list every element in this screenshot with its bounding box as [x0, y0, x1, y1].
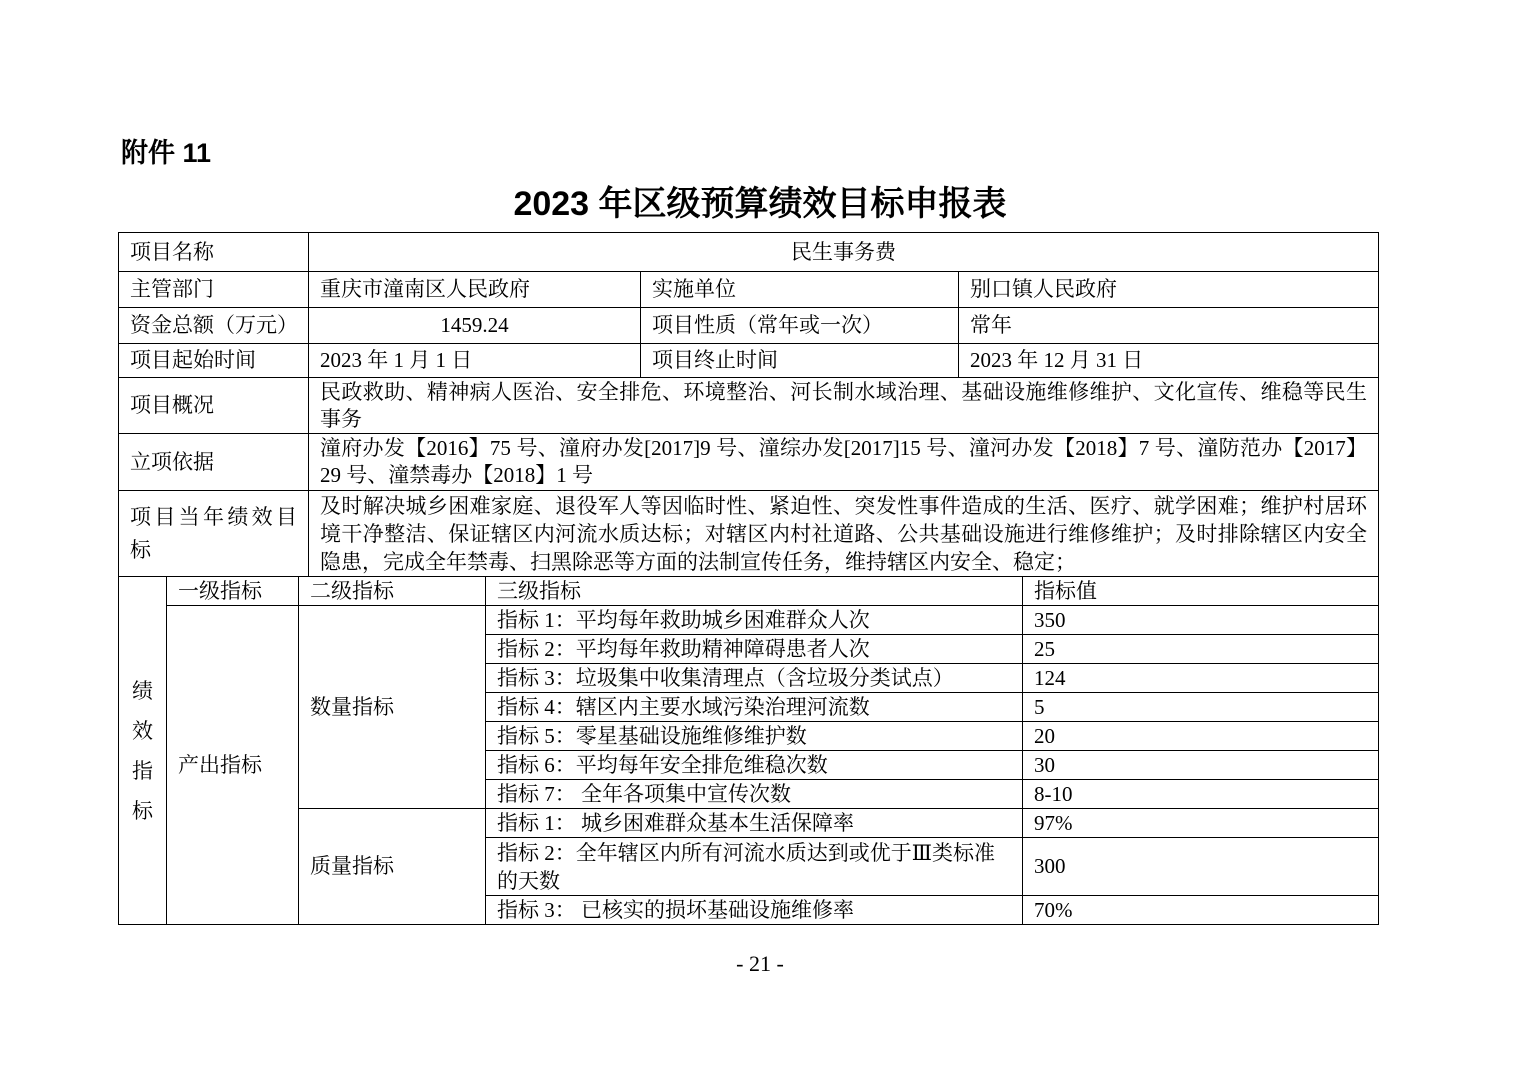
indicator-value: 8-10	[1023, 780, 1379, 809]
header-level2: 二级指标	[299, 577, 486, 606]
project-info-table	[118, 232, 1379, 577]
impl-unit-label: 实施单位	[641, 272, 959, 308]
indicator-name: 指标 5：零星基础设施维修维护数	[486, 722, 1023, 751]
indicator-value: 300	[1023, 838, 1379, 896]
indicator-name: 指标 1： 城乡困难群众基本生活保障率	[486, 809, 1023, 838]
indicator-value: 5	[1023, 693, 1379, 722]
goal-value: 及时解决城乡困难家庭、退役军人等因临时性、紧迫性、突发性事件造成的生活、医疗、就学困难；维护村居环境干净整洁、保证辖区内河流水质达标；对辖区内村社道路、公共基础设施进行维修维护；及时排除辖区内安全隐患，完成全年禁毒、扫黑除恶等方面的法制宣传任务，维持辖区内安全、稳定；	[309, 491, 1379, 577]
indicator-value: 20	[1023, 722, 1379, 751]
header-level1: 一级指标	[167, 577, 299, 606]
project-name-value: 民生事务费	[309, 233, 1379, 272]
indicators-group-label: 绩效指标	[132, 678, 153, 823]
table-row	[119, 272, 1379, 308]
indicator-value: 124	[1023, 664, 1379, 693]
indicator-value: 30	[1023, 751, 1379, 780]
indicators-group-cell	[119, 577, 167, 925]
overview-value: 民政救助、精神病人医治、安全排危、环境整治、河长制水域治理、基础设施维修维护、文化宣传、维稳等民生事务	[309, 378, 1379, 434]
indicator-name: 指标 3： 已核实的损坏基础设施维修率	[486, 896, 1023, 925]
overview-label: 项目概况	[119, 378, 309, 434]
table-row	[119, 577, 1379, 606]
project-name-label: 项目名称	[119, 233, 309, 272]
indicator-value: 97%	[1023, 809, 1379, 838]
indicator-name: 指标 2：平均每年救助精神障碍患者人次	[486, 635, 1023, 664]
goal-label: 项目当年绩效目标	[119, 491, 309, 577]
indicator-name: 指标 7： 全年各项集中宣传次数	[486, 780, 1023, 809]
indicator-name: 指标 3：垃圾集中收集清理点（含垃圾分类试点）	[486, 664, 1023, 693]
amount-value: 1459.24	[309, 308, 641, 344]
level2-quantity-cell: 数量指标	[299, 606, 486, 809]
table-row	[119, 344, 1379, 378]
nature-value: 常年	[959, 308, 1379, 344]
form-tables	[118, 232, 1380, 925]
amount-label: 资金总额（万元）	[119, 308, 309, 344]
basis-value: 潼府办发【2016】75 号、潼府办发[2017]9 号、潼综办发[2017]15 号、潼河办发【2018】7 号、潼防范办【2017】29 号、潼禁毒办【2018】1 号	[309, 434, 1379, 491]
indicator-name: 指标 4：辖区内主要水域污染治理河流数	[486, 693, 1023, 722]
indicator-value: 70%	[1023, 896, 1379, 925]
indicator-name: 指标 6：平均每年安全排危维稳次数	[486, 751, 1023, 780]
table-row	[119, 233, 1379, 272]
start-date-value: 2023 年 1 月 1 日	[309, 344, 641, 378]
indicator-value: 350	[1023, 606, 1379, 635]
indicator-name: 指标 1：平均每年救助城乡困难群众人次	[486, 606, 1023, 635]
indicators-table	[118, 576, 1379, 925]
table-row	[119, 308, 1379, 344]
dept-label: 主管部门	[119, 272, 309, 308]
indicator-name: 指标 2：全年辖区内所有河流水质达到或优于Ⅲ类标准的天数	[486, 838, 1023, 896]
header-level3: 三级指标	[486, 577, 1023, 606]
table-row	[119, 434, 1379, 491]
impl-unit-value: 别口镇人民政府	[959, 272, 1379, 308]
table-row	[119, 606, 1379, 635]
level2-quality-cell: 质量指标	[299, 809, 486, 925]
level1-output-cell: 产出指标	[167, 606, 299, 925]
start-date-label: 项目起始时间	[119, 344, 309, 378]
end-date-value: 2023 年 12 月 31 日	[959, 344, 1379, 378]
header-value: 指标值	[1023, 577, 1379, 606]
indicator-value: 25	[1023, 635, 1379, 664]
dept-value: 重庆市潼南区人民政府	[309, 272, 641, 308]
end-date-label: 项目终止时间	[641, 344, 959, 378]
table-row	[119, 378, 1379, 434]
table-row	[119, 809, 1379, 838]
basis-label: 立项依据	[119, 434, 309, 491]
table-row	[119, 491, 1379, 577]
page-number: - 21 -	[736, 951, 784, 976]
attachment-label: 附件 11	[121, 138, 212, 168]
page-title: 2023 年区级预算绩效目标申报表	[513, 185, 1007, 223]
nature-label: 项目性质（常年或一次）	[641, 308, 959, 344]
